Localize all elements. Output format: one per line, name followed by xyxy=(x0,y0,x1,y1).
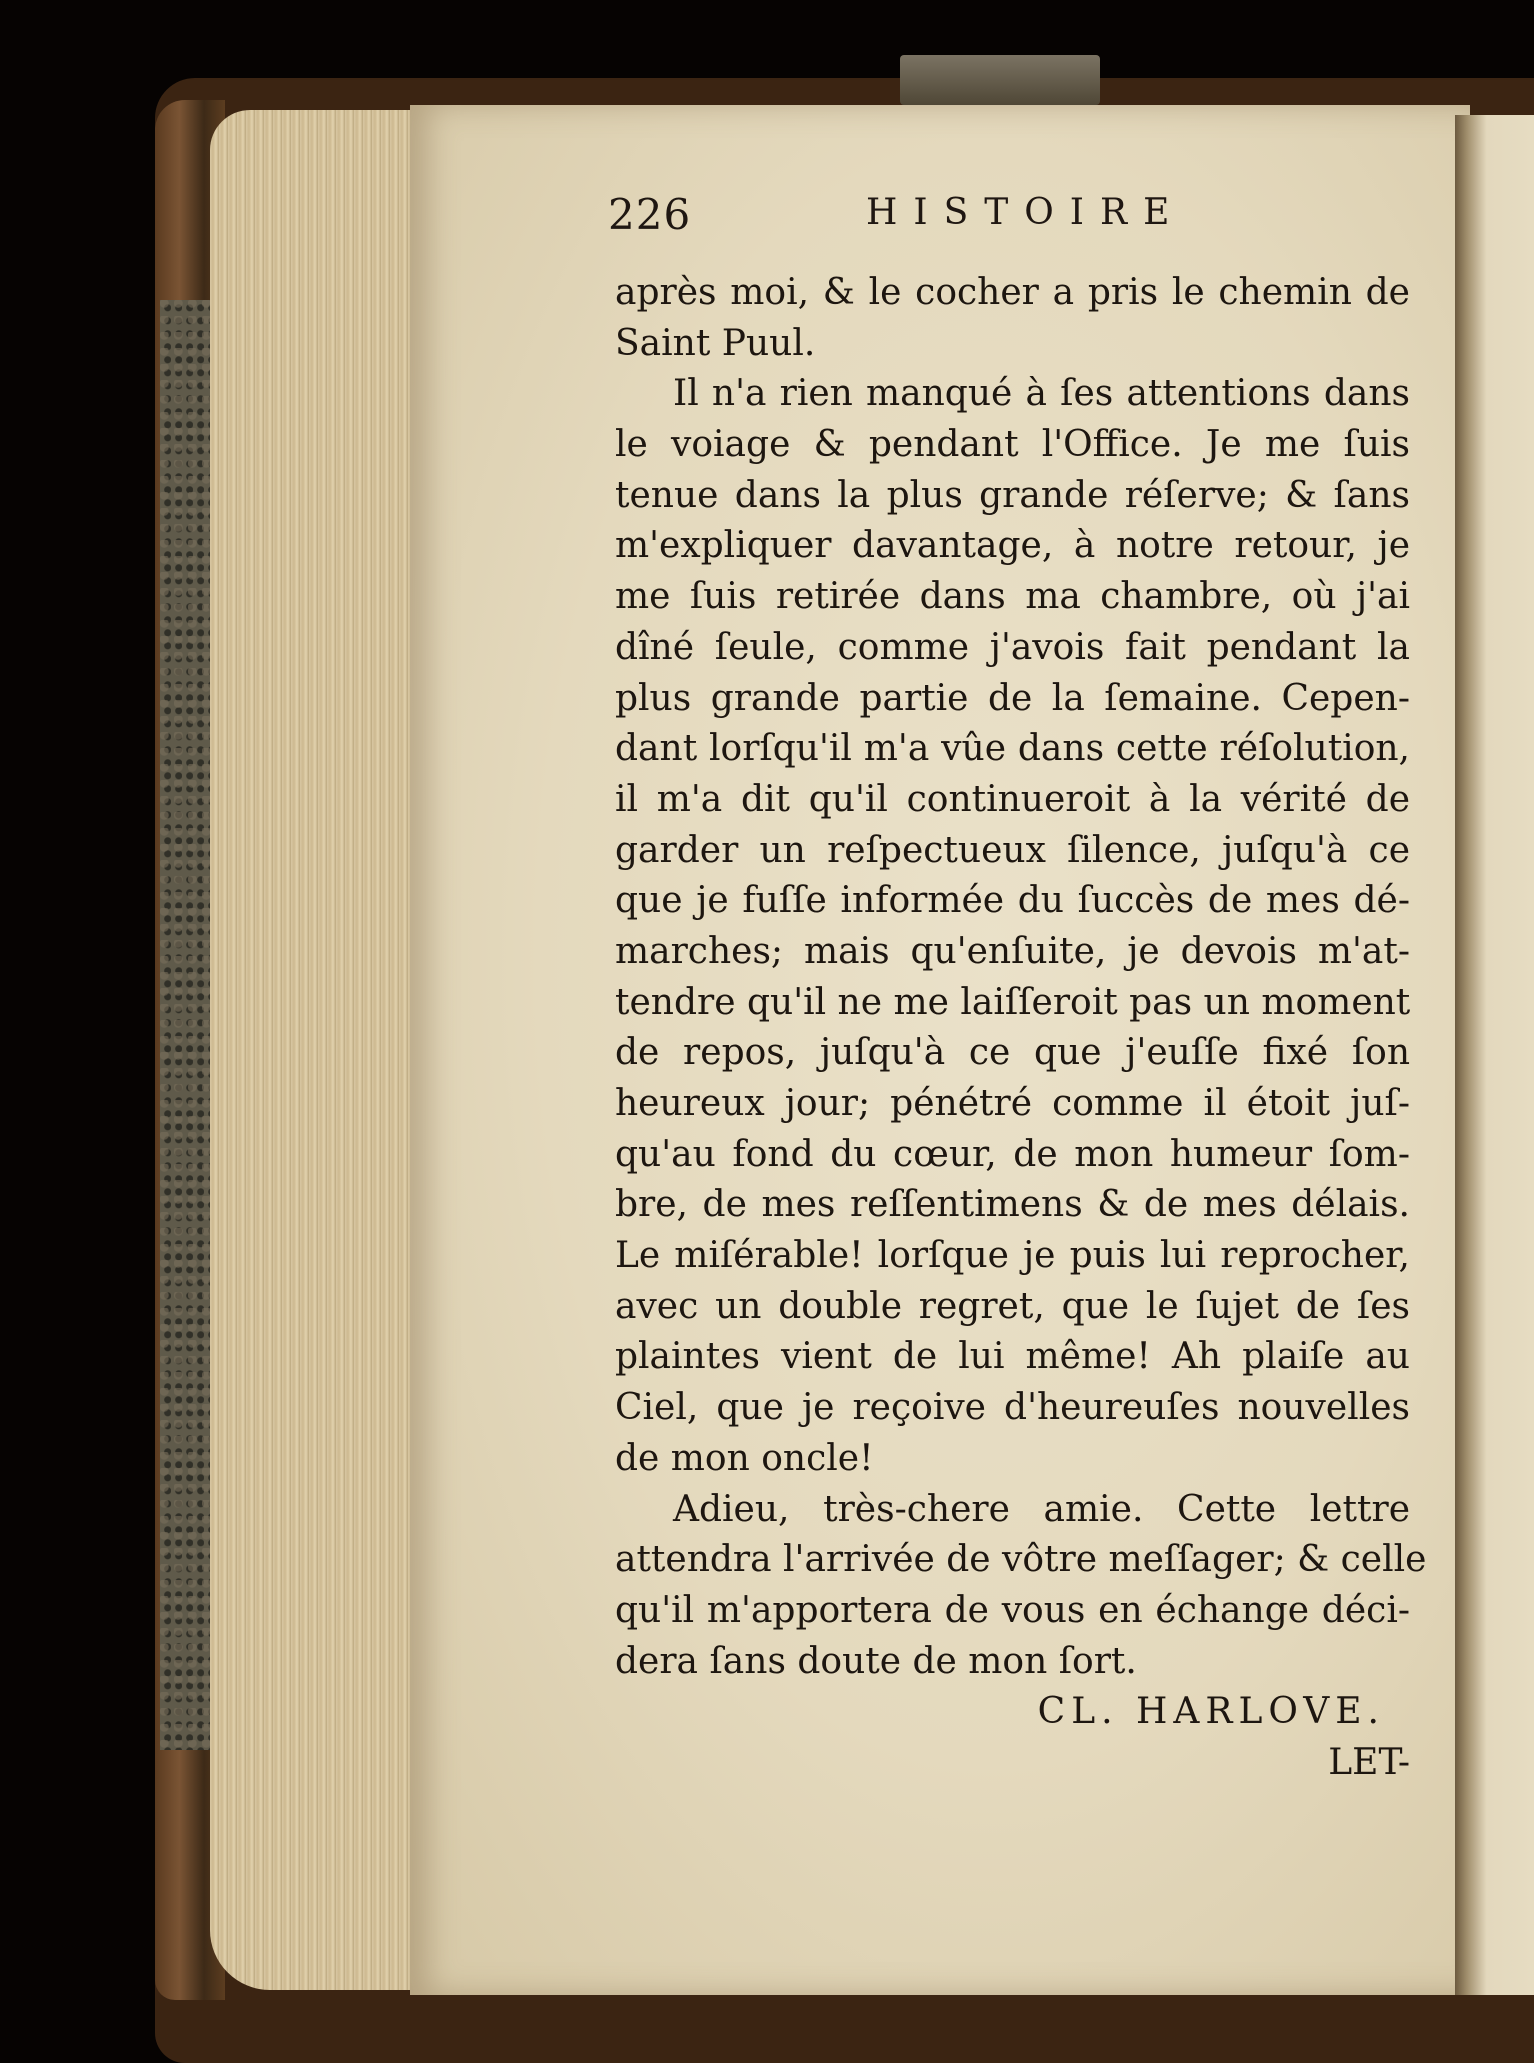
catchword: LET- xyxy=(1328,1741,1410,1783)
text-line: marches; mais qu'enſuite, je devois m'at- xyxy=(615,930,1410,972)
text-line: m'expliquer davantage, à notre retour, je xyxy=(615,525,1410,567)
text-line: bre, de mes reſſentimens & de mes délais. xyxy=(615,1184,1410,1226)
text-line: qu'au fond du cœur, de mon humeur ſom- xyxy=(615,1133,1410,1175)
text-line: tenue dans la plus grande réſerve; & ſans xyxy=(615,474,1410,516)
text-line: Saint Puul. xyxy=(615,322,816,364)
text-line: dera ſans doute de mon ſort. xyxy=(615,1640,1137,1682)
signature: CL. HARLOVE. xyxy=(1037,1691,1385,1733)
text-line: dant lorſqu'il m'a vûe dans cette réſolution, xyxy=(615,728,1410,770)
text-line: Adieu, très-chere amie. Cette lettre xyxy=(673,1488,1410,1530)
text-line: de repos, juſqu'à ce que j'euſſe fixé ſon xyxy=(615,1032,1410,1074)
marbled-spine-pattern xyxy=(160,300,215,1750)
text-line: il m'a dit qu'il continueroit à la vérité de xyxy=(615,778,1410,820)
headband xyxy=(900,55,1100,105)
text-line: plus grande partie de la ſemaine. Cepen- xyxy=(615,677,1410,719)
text-line: Il n'a rien manqué à ſes attentions dans xyxy=(673,373,1410,415)
running-head xyxy=(608,190,1428,250)
page-edges xyxy=(210,110,420,1990)
text-line: de mon oncle! xyxy=(615,1437,874,1479)
text-line: tendre qu'il ne me laiſſeroit pas un moment xyxy=(615,981,1411,1023)
text-line: plaintes vient de lui même! Ah plaiſe au xyxy=(615,1336,1410,1378)
text-line: que je fuſſe informée du ſuccès de mes dé- xyxy=(615,880,1410,922)
text-block xyxy=(615,268,1427,1789)
text-line: heureux jour; pénétré comme il étoit juſ- xyxy=(615,1083,1410,1124)
text-line: Le miſérable! lorſque je puis lui reprocher, xyxy=(615,1235,1410,1277)
text-line: Ciel, que je reçoive d'heureuſes nouvelles xyxy=(615,1387,1410,1429)
text-line: après moi, & le cocher a pris le chemin de xyxy=(615,272,1410,313)
text-line: le voiage & pendant l'Office. Je me ſuis xyxy=(615,424,1410,466)
text-line: dîné ſeule, comme j'avois fait pendant la xyxy=(615,626,1410,668)
text-line: avec un double regret, que le ſujet de ſes xyxy=(615,1285,1410,1327)
page-number: 226 xyxy=(608,190,692,239)
text-line: qu'il m'apportera de vous en échange déci- xyxy=(615,1589,1410,1631)
running-title: HISTOIRE xyxy=(866,192,1186,233)
text-line: attendra l'arrivée de vôtre meſſager; & celle xyxy=(615,1539,1427,1581)
facing-page-gutter xyxy=(1455,115,1534,1995)
text-line: me ſuis retirée dans ma chambre, où j'ai xyxy=(615,576,1410,618)
text-line: garder un reſpectueux ſilence, juſqu'à ce xyxy=(615,829,1410,871)
